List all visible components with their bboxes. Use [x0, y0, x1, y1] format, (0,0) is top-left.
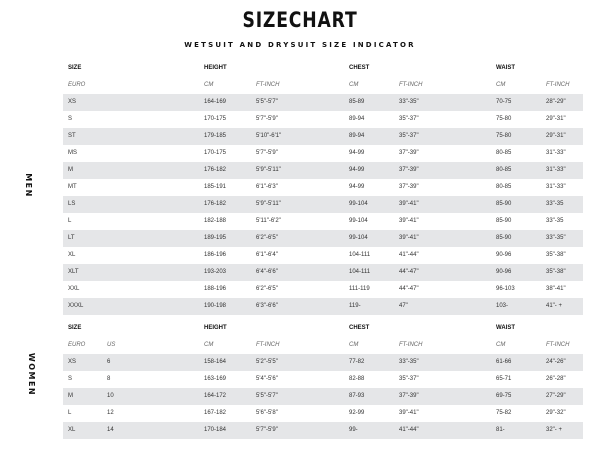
men-table-cell: XLT — [68, 269, 79, 275]
women-table-cell: 163-169 — [204, 376, 227, 382]
women-table-cell: 69-75 — [496, 393, 512, 399]
women-subheader-row — [63, 337, 583, 354]
women-table-cell: 5'2"-5'5" — [256, 359, 278, 365]
women-table-cell: 65-71 — [496, 376, 512, 382]
women-table-cell: XL — [68, 427, 76, 433]
page-subtitle: WETSUIT AND DRYSUIT SIZE INDICATOR — [184, 41, 416, 49]
men-table-cell: XXXL — [68, 303, 84, 309]
men-table-cell: 80-85 — [496, 184, 512, 190]
men-table-row — [63, 128, 583, 145]
women-header-height: HEIGHT — [204, 325, 227, 331]
men-sub-waist-inch: FT-INCH — [546, 82, 570, 88]
women-sub-us: US — [107, 342, 116, 348]
men-table-row — [63, 247, 583, 264]
men-table-cell: 75-80 — [496, 133, 512, 139]
men-table-cell: 38"-41" — [546, 286, 566, 292]
men-table-row — [63, 230, 583, 247]
men-table-cell: 94-99 — [349, 184, 365, 190]
women-sub-chest-cm: CM — [349, 342, 359, 348]
men-table-row — [63, 213, 583, 230]
women-sub-waist-cm: CM — [496, 342, 506, 348]
men-table-cell: 99-104 — [349, 235, 368, 241]
women-table-cell: L — [68, 410, 72, 416]
men-sub-chest-inch: FT-INCH — [399, 82, 423, 88]
men-table-cell: 6'1"-6'4" — [256, 252, 278, 258]
men-table-cell: M — [68, 167, 73, 173]
women-table-row — [63, 371, 583, 388]
men-table-cell: 193-203 — [204, 269, 227, 275]
women-table-cell: 29"-32" — [546, 410, 566, 416]
men-table-cell: XXL — [68, 286, 80, 292]
men-table-cell: 6'2"-6'5" — [256, 235, 278, 241]
men-header-height: HEIGHT — [204, 65, 227, 71]
men-table-cell: 5'7"-5'9" — [256, 116, 278, 122]
women-table-cell: XS — [68, 359, 77, 365]
men-table-cell: 35"-38" — [546, 269, 566, 275]
men-table-cell: 186-196 — [204, 252, 227, 258]
women-table-cell: 35"-37" — [399, 376, 419, 382]
women-table-cell: 5'4"-5'6" — [256, 376, 278, 382]
men-table-cell: 37"-39" — [399, 184, 419, 190]
men-table-cell: XS — [68, 99, 77, 105]
women-table-row — [63, 354, 583, 371]
men-header-waist: WAIST — [496, 65, 515, 71]
men-header-row — [63, 60, 583, 77]
men-table-cell: 33"-35 — [546, 201, 564, 207]
men-table-row — [63, 94, 583, 111]
women-table-cell: 26"-28" — [546, 376, 566, 382]
men-table-cell: 47" — [399, 303, 408, 309]
men-table-cell: 41"-44" — [399, 252, 419, 258]
men-side-label: MEN — [23, 173, 33, 198]
men-table-cell: 99-104 — [349, 201, 368, 207]
men-table-cell: 188-196 — [204, 286, 227, 292]
women-table-cell: 87-93 — [349, 393, 365, 399]
men-sub-euro: EURO — [68, 82, 86, 88]
men-table-cell: 94-99 — [349, 150, 365, 156]
men-subheader-row — [63, 77, 583, 94]
men-table-cell: 119- — [349, 303, 361, 309]
men-table-cell: L — [68, 218, 72, 224]
men-table-cell: 170-175 — [204, 116, 227, 122]
men-table-cell: 5'9"-5'11" — [256, 167, 281, 173]
men-table-cell: 28"-29" — [546, 99, 566, 105]
men-table-cell: 85-90 — [496, 218, 512, 224]
women-table-cell: 33"-35" — [399, 359, 419, 365]
men-table-cell: 37"-39" — [399, 167, 419, 173]
men-table-cell: 31"-33" — [546, 184, 566, 190]
men-table-cell: 37"-39" — [399, 150, 419, 156]
men-table-cell: S — [68, 116, 73, 122]
women-table-cell: S — [68, 376, 73, 382]
men-table-cell: 176-182 — [204, 167, 227, 173]
women-table-cell: 170-184 — [204, 427, 227, 433]
women-table-cell: 92-99 — [349, 410, 365, 416]
men-sub-chest-cm: CM — [349, 82, 359, 88]
men-table-cell: 5'10"-6'1" — [256, 133, 282, 139]
men-table-row — [63, 264, 583, 281]
men-table-cell: 80-85 — [496, 167, 512, 173]
women-table-cell: 75-82 — [496, 410, 512, 416]
men-table-cell: ST — [68, 133, 76, 139]
men-table-cell: 189-195 — [204, 235, 227, 241]
men-table-cell: 5'5"-5'7" — [256, 99, 278, 105]
men-table-cell: LS — [68, 201, 76, 207]
women-header-size: SIZE — [68, 325, 82, 331]
men-table-row — [63, 298, 583, 315]
men-table-cell: 104-111 — [349, 269, 371, 275]
men-table-cell: 179-185 — [204, 133, 227, 139]
women-table-cell: M — [68, 393, 73, 399]
women-header-chest: CHEST — [349, 325, 370, 331]
men-table-cell: 85-90 — [496, 201, 512, 207]
men-table-cell: 96-103 — [496, 286, 515, 292]
men-table-cell: 94-99 — [349, 167, 365, 173]
women-table-cell: 6 — [107, 359, 111, 365]
men-table-cell: 6'1"-6'3" — [256, 184, 278, 190]
men-table-cell: 33"-35" — [546, 235, 566, 241]
men-table-row — [63, 162, 583, 179]
men-table-cell: 39"-41" — [399, 235, 419, 241]
men-table-cell: 31"-33" — [546, 150, 566, 156]
men-sub-waist-cm: CM — [496, 82, 506, 88]
men-table-cell: 5'9"-5'11" — [256, 201, 281, 207]
women-table-cell: 5'6"-5'8" — [256, 410, 278, 416]
women-table-cell: 27"-29" — [546, 393, 566, 399]
men-table-cell: 5'7"-5'9" — [256, 150, 278, 156]
men-table-cell: 89-94 — [349, 133, 365, 139]
men-table-cell: 75-80 — [496, 116, 512, 122]
men-table-cell: 6'3"-6'6" — [256, 303, 278, 309]
women-sub-euro: EURO — [68, 342, 86, 348]
men-header-size: SIZE — [68, 65, 82, 71]
men-table-cell: 164-169 — [204, 99, 227, 105]
women-table-cell: 12 — [107, 410, 114, 416]
women-table-cell: 24"-26" — [546, 359, 566, 365]
men-table-cell: 33"-35 — [546, 218, 564, 224]
men-table-cell: 90-96 — [496, 252, 512, 258]
men-table-row — [63, 179, 583, 196]
women-header-row — [63, 320, 583, 337]
women-table-cell: 37"-39" — [399, 393, 419, 399]
men-table-cell: 44"-47" — [399, 269, 419, 275]
men-table-cell: LT — [68, 235, 75, 241]
men-table-cell: 89-94 — [349, 116, 365, 122]
women-table-cell: 164-172 — [204, 393, 227, 399]
men-table-cell: 39"-41" — [399, 201, 419, 207]
women-sub-height-cm: CM — [204, 342, 214, 348]
men-sub-height-cm: CM — [204, 82, 214, 88]
women-table-cell: 158-164 — [204, 359, 227, 365]
women-sub-chest-ft: FT-INCH — [399, 342, 423, 348]
women-table-cell: 5'7"-5'9" — [256, 427, 278, 433]
men-table-cell: 85-89 — [349, 99, 365, 105]
men-table-cell: 39"-41" — [399, 218, 419, 224]
men-table-cell: 31"-33" — [546, 167, 566, 173]
men-table-cell: MT — [68, 184, 77, 190]
women-table-cell: 41"-44" — [399, 427, 419, 433]
men-table-cell: 90-96 — [496, 269, 512, 275]
women-table-row — [63, 422, 583, 439]
women-table-cell: 5'5"-5'7" — [256, 393, 278, 399]
men-table-row — [63, 281, 583, 298]
women-table-cell: 8 — [107, 376, 111, 382]
page-title: SIZECHART — [242, 8, 358, 32]
men-table-row — [63, 111, 583, 128]
men-table-cell: 182-188 — [204, 218, 227, 224]
men-table-cell: 29"-31" — [546, 116, 566, 122]
women-table-cell: 167-182 — [204, 410, 227, 416]
men-table-cell: 185-191 — [204, 184, 227, 190]
men-table-cell: 104-111 — [349, 252, 371, 258]
women-table-cell: 82-88 — [349, 376, 365, 382]
women-table-cell: 77-82 — [349, 359, 365, 365]
men-table-cell: 176-182 — [204, 201, 227, 207]
men-table-cell: XL — [68, 252, 76, 258]
men-table-cell: 70-75 — [496, 99, 512, 105]
men-table-cell: 103- — [496, 303, 509, 309]
women-table-cell: 14 — [107, 427, 114, 433]
men-table-cell: 6'2"-6'5" — [256, 286, 278, 292]
men-table-cell: 190-198 — [204, 303, 227, 309]
men-table-cell: 111-119 — [349, 286, 370, 292]
women-side-label: WOMEN — [27, 352, 37, 397]
men-table-cell: 35"-37" — [399, 116, 419, 122]
women-table-cell: 39"-41" — [399, 410, 419, 416]
women-table-cell: 10 — [107, 393, 114, 399]
men-table-cell: 80-85 — [496, 150, 512, 156]
men-table-cell: 35"-37" — [399, 133, 419, 139]
men-sub-height-ft: FT-INCH — [256, 82, 280, 88]
men-table-cell: 99-104 — [349, 218, 368, 224]
women-table-cell: 81- — [496, 427, 505, 433]
men-table-cell: 170-175 — [204, 150, 227, 156]
women-table-cell: 61-66 — [496, 359, 512, 365]
men-table-cell: 5'11"-6'2" — [256, 218, 281, 224]
men-table-cell: 6'4"-6'6" — [256, 269, 278, 275]
men-header-chest: CHEST — [349, 65, 370, 71]
men-table-cell: 35"-38" — [546, 252, 566, 258]
women-header-waist: WAIST — [496, 325, 515, 331]
men-table-cell: MS — [68, 150, 77, 156]
men-table-row — [63, 145, 583, 162]
men-table-cell: 85-90 — [496, 235, 512, 241]
men-table-cell: 41"- + — [546, 303, 562, 309]
women-table-cell: 99- — [349, 427, 358, 433]
men-table-row — [63, 196, 583, 213]
women-sub-height-ft: FT-INCH — [256, 342, 280, 348]
women-sub-waist-ft: FT-INCH — [546, 342, 570, 348]
men-table-cell: 29"-31" — [546, 133, 566, 139]
women-table-row — [63, 388, 583, 405]
women-table-row — [63, 405, 583, 422]
women-table-cell: 32"- + — [546, 427, 562, 433]
men-table-cell: 44"-47" — [399, 286, 419, 292]
men-table-cell: 33"-35" — [399, 99, 419, 105]
